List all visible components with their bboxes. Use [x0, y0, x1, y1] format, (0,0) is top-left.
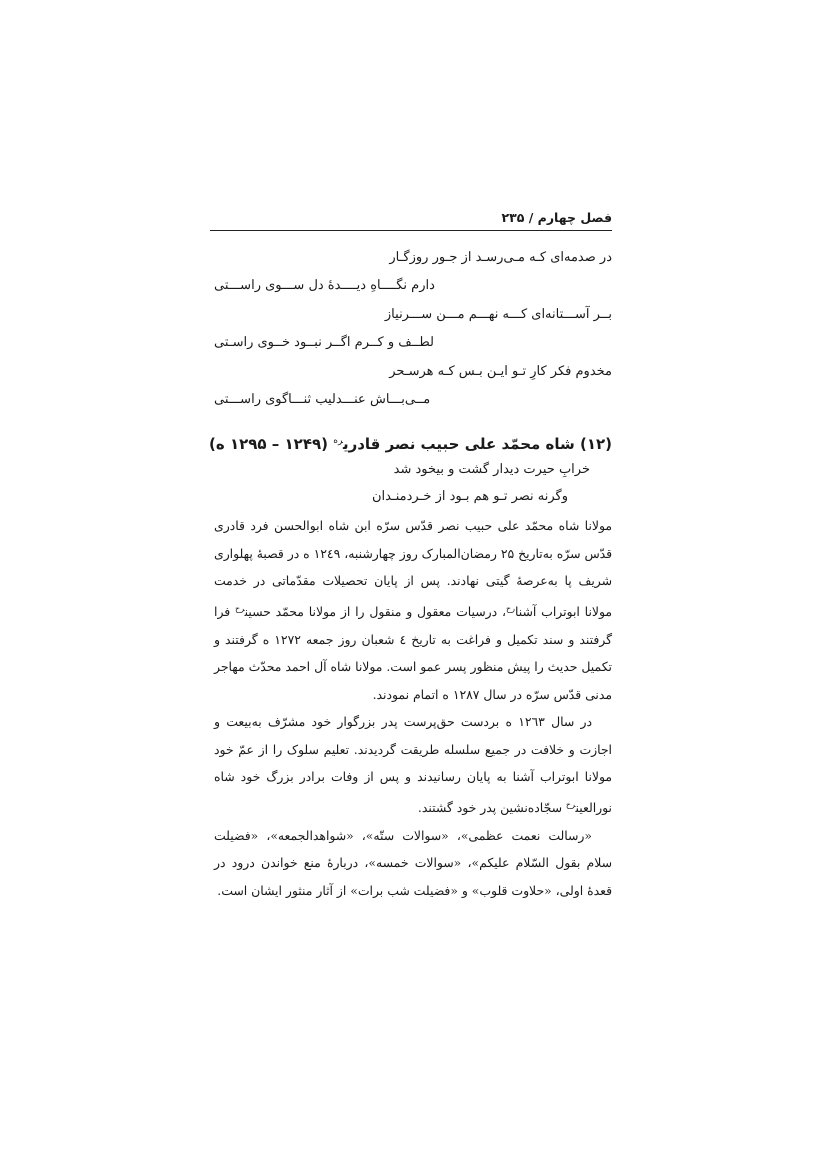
- paragraph-1: مولانا شاه محمّد علی حبیب نصر قدّس سرّه ابن شاه ابوالحسن فرد قادری قدّس سرّه به‌تاریخ ۲۵ رمضان‌المبارک روز چهارشنبه، ۱۲٤۹ ه در قصبهٔ پهلواری شریف پا به‌عرصهٔ گیتی نهادند. پس از پایان تحصیلات مقدّماتی در خدمت مولانا ابوتراب آشنا$^{رح}$، درسیات معقول و منقول را از مولانا محمّد حسین$^{رح}$ فرا گرفتند و سند تکمیل و فراغت به تاریخ ٤ شعبان روز جمعه ۱۲۷۲ ه گرفتند و تکمیل حدیث را پیش منظور پسر عمو است. مولانا شاه آل احمد محدّث مهاجر مدنی قدّس سرّه در سال ۱۲۸۷ ه اتمام نمودند.: [214, 518, 613, 702]
- poem-line-4: لطــف و کــرم اگــر نبــود خــوی راسـتی: [214, 335, 434, 350]
- poem-line-3: بــر آســـتانه‌ای کـــه نهـــم مـــن ســـرنیاز: [384, 307, 612, 322]
- section-heading: [210, 430, 612, 455]
- poem-line-1: در صدمه‌ای کـه مـی‌رسـد از جـور روزگـار: [389, 250, 612, 265]
- poem-line-2: دارم نگــــاهِ دیــــدهٔ دل ســـوی راســـتی: [214, 278, 435, 293]
- poem-line-5: مخدوم فکر کارِ تـو ایـن بـس کـه هرسـحر: [389, 364, 612, 379]
- poem-line-6: مــی‌بـــاش عنـــدلیب ثنـــاگوی راســـتی: [214, 392, 431, 407]
- running-header: [210, 204, 612, 231]
- heading-mark: ره: [333, 436, 343, 446]
- heading-text: (۱۲) شاه محمّد علی حبیب نصر قادری: [342, 435, 612, 453]
- paragraph-3: «رسالت نعمت عظمی»، «سوالات ستّه»، «شواهدالجمعه»، «فضیلت سلام بقول السّلام علیکم»، «سوالات خمسه»، دربارهٔ منع خواندن درود در قعدهٔ اولی، «حلاوت قلوب» و «فضیلت شب برات» از آثار منثور ایشان است.: [214, 827, 612, 898]
- header-title: فصل چهارم / ۲۳۵: [501, 209, 612, 225]
- honorific-mark: رح: [235, 603, 245, 613]
- body-text: [214, 512, 612, 905]
- honorific-mark: رح: [505, 603, 516, 613]
- paragraph-2: در سال ۱۲٦۳ ه بردست حق‌پرست پدر بزرگوار خود مشرّف به‌بیعت و اجازت و خلافت در جمیع سلسله طریقت گردیدند. تعلیم سلوک را از عمّ خود مولانا ابوتراب آشنا به پایان رسانیدند و پس از وفات برادر بزرگ خود شاه نورالعین$^{رح}$ سجّاده‌نشین پدر خود گشتند.: [214, 714, 612, 816]
- couplet-line-1: خرابِ حیرت دیدار گشت و بیخود شد: [393, 462, 590, 477]
- honorific-mark: رح: [565, 800, 576, 810]
- couplet-line-2: وگرنه نصر تـو هم بـود از خـردمنـدان: [371, 489, 568, 504]
- heading-dates: (۱۲۴۹ – ۱۲۹۵ ه): [209, 435, 329, 453]
